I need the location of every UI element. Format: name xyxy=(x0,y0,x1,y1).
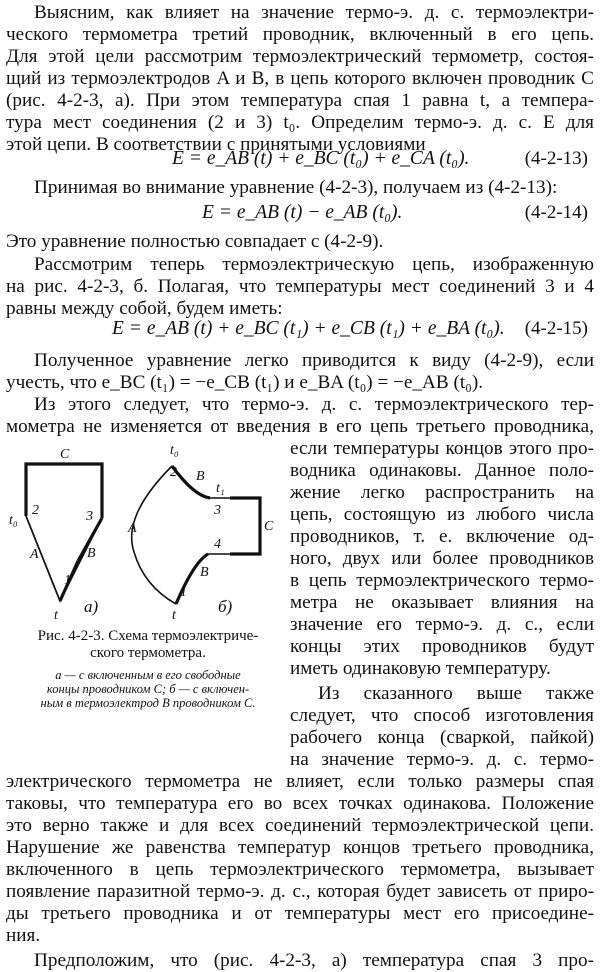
text-line: Предположим, что (рис. 4-2-3, a) температура спая 3 про- xyxy=(34,950,594,971)
text-line: это верно также и для всех соединений термоэлектрической цепи. xyxy=(6,815,594,836)
text-line: Из этого следует, что термо-э. д. с. термоэлектрического тер- xyxy=(34,394,594,415)
text-line: на значение термо-э. д. с. термо- xyxy=(290,749,594,770)
text-line: появление паразитной термо-э. д. с., которая будет зависеть от приро- xyxy=(6,881,594,902)
figure-4-2-3 xyxy=(4,436,288,726)
label-b-1: 1 xyxy=(180,585,187,600)
text-line: щий из термоэлектродов A и B, в цепь которого включен проводник C xyxy=(6,68,594,89)
equation-number: (4-2-15) xyxy=(524,318,588,339)
text-line: в цепь термоэлектрического термо- xyxy=(290,570,594,591)
label-b-C: C xyxy=(264,519,274,534)
text-line: ного, двух или более проводников xyxy=(290,548,594,569)
figure-caption-line: ского термометра. xyxy=(90,645,206,661)
equation-4-2-14: E = e_AB (t) − e_AB (t₀). xyxy=(202,202,403,223)
figure-subcaption-line: концы проводником C; б — с включен- xyxy=(46,682,250,696)
equation-4-2-13: E = e_AB (t) + e_BC (t₀) + e_CA (t₀). xyxy=(172,148,470,169)
label-a-3: 3 xyxy=(86,509,93,524)
label-b-2: 2 xyxy=(170,465,177,480)
label-b-t: t xyxy=(172,608,176,623)
label-a-t0: t₀ xyxy=(9,513,18,528)
text-line: (рис. 4-2-3, a). При этом температура спая 1 равна t, а темпера- xyxy=(6,90,594,111)
label-a-1: 1 xyxy=(64,573,71,588)
text-line: учесть, что e_BC (t₁) = −e_CB (t₁) и e_BA (t₀) = −e_AB (t₀). xyxy=(6,372,484,393)
text-line: концы этих проводников будут xyxy=(290,636,594,657)
thermocouple-diagram xyxy=(4,436,288,636)
label-b-t1: t₁ xyxy=(216,481,225,496)
label-a-2: 2 xyxy=(32,503,39,518)
text-line: Полученное уравнение легко приводится к виду (4-2-9), если xyxy=(34,350,594,371)
diagram-b xyxy=(132,466,260,604)
text-line: включенного в цепь термоэлектрического термометра, вызывает xyxy=(6,859,594,880)
text-line: таковы, что температура его во всех точках одинакова. Положение xyxy=(6,793,594,814)
text-line: метра не оказывает влияния на xyxy=(290,592,594,613)
text-line: мометра не изменяется от введения в его цепь третьего проводника, xyxy=(6,416,594,437)
label-b-tag: б) xyxy=(218,597,233,616)
figure-subcaption-line: a — с включенным в его свободные xyxy=(55,668,241,682)
equation-number: (4-2-13) xyxy=(524,148,588,169)
figure-subcaption-line: ным в термоэлектрод B проводником C. xyxy=(40,696,256,710)
text-line: этой цепи. В соответствии с принятыми условиями xyxy=(6,134,426,155)
text-line: тура мест соединения (2 и 3) t₀. Определим термо-э. д. с. E для xyxy=(6,112,594,133)
equation-number: (4-2-14) xyxy=(524,202,588,223)
label-a-C: C xyxy=(60,447,70,462)
text-line: водника одинаковы. Данное поло- xyxy=(290,460,594,481)
text-line: Для этой цели рассмотрим термоэлектрический термометр, состоя- xyxy=(6,46,594,67)
label-b-3: 3 xyxy=(214,503,221,518)
figure-caption-line: Рис. 4-2-3. Схема термоэлектриче- xyxy=(37,628,259,644)
text-line: иметь одинаковую температуру. xyxy=(290,658,551,679)
text-line: ния. xyxy=(6,925,41,946)
equation-4-2-15: E = e_AB (t) + e_BC (t₁) + e_CB (t₁) + e_BA (t₀). xyxy=(112,318,505,339)
text-line: проводников, т. е. включение од- xyxy=(290,526,594,547)
text-line: цепь, состоящую из любого числа xyxy=(290,504,594,525)
label-b-B-top: B xyxy=(196,469,205,484)
label-a-B: B xyxy=(87,546,96,561)
label-b-B-bottom: B xyxy=(200,565,209,580)
text-line: Выясним, как влияет на значение термо-э. д. с. термоэлектри- xyxy=(34,2,594,23)
text-line: жение легко распространить на xyxy=(290,482,594,503)
text-line: следует, что способ изготовления xyxy=(290,705,594,726)
text-line: на рис. 4-2-3, б. Полагая, что температуры мест соединений 3 и 4 xyxy=(6,276,594,297)
text-line: Принимая во внимание уравнение (4-2-3), получаем из (4-2-13): xyxy=(34,177,558,198)
text-line: равны между собой, будем иметь: xyxy=(6,298,283,319)
text-line: ческого термометра третий проводник, включенный в его цепь. xyxy=(6,24,594,45)
label-b-t0: t₀ xyxy=(170,443,179,458)
text-line: Из сказанного выше также xyxy=(318,683,594,704)
text-line: Рассмотрим теперь термоэлектрическую цепь, изображенную xyxy=(34,254,594,275)
text-line: Это уравнение полностью совпадает с (4-2-9). xyxy=(6,231,384,252)
text-line: если температуры концов этого про- xyxy=(290,438,594,459)
label-a-tag: a) xyxy=(84,597,99,616)
text-line: ды третьего проводника и от температуры мест его присоедине- xyxy=(6,903,594,924)
text-line: рабочего конца (сваркой, пайкой) xyxy=(290,727,594,748)
label-a-A: A xyxy=(30,547,39,562)
label-a-t: t xyxy=(54,608,58,623)
label-b-A: A xyxy=(128,521,137,536)
text-line: значение его термо-э. д. с., если xyxy=(290,614,594,635)
label-b-4: 4 xyxy=(214,537,221,552)
text-line: электрического термометра не влияет, если только размеры спая xyxy=(6,771,594,792)
text-line: Нарушение же равенства температур концов третьего проводника, xyxy=(6,837,594,858)
